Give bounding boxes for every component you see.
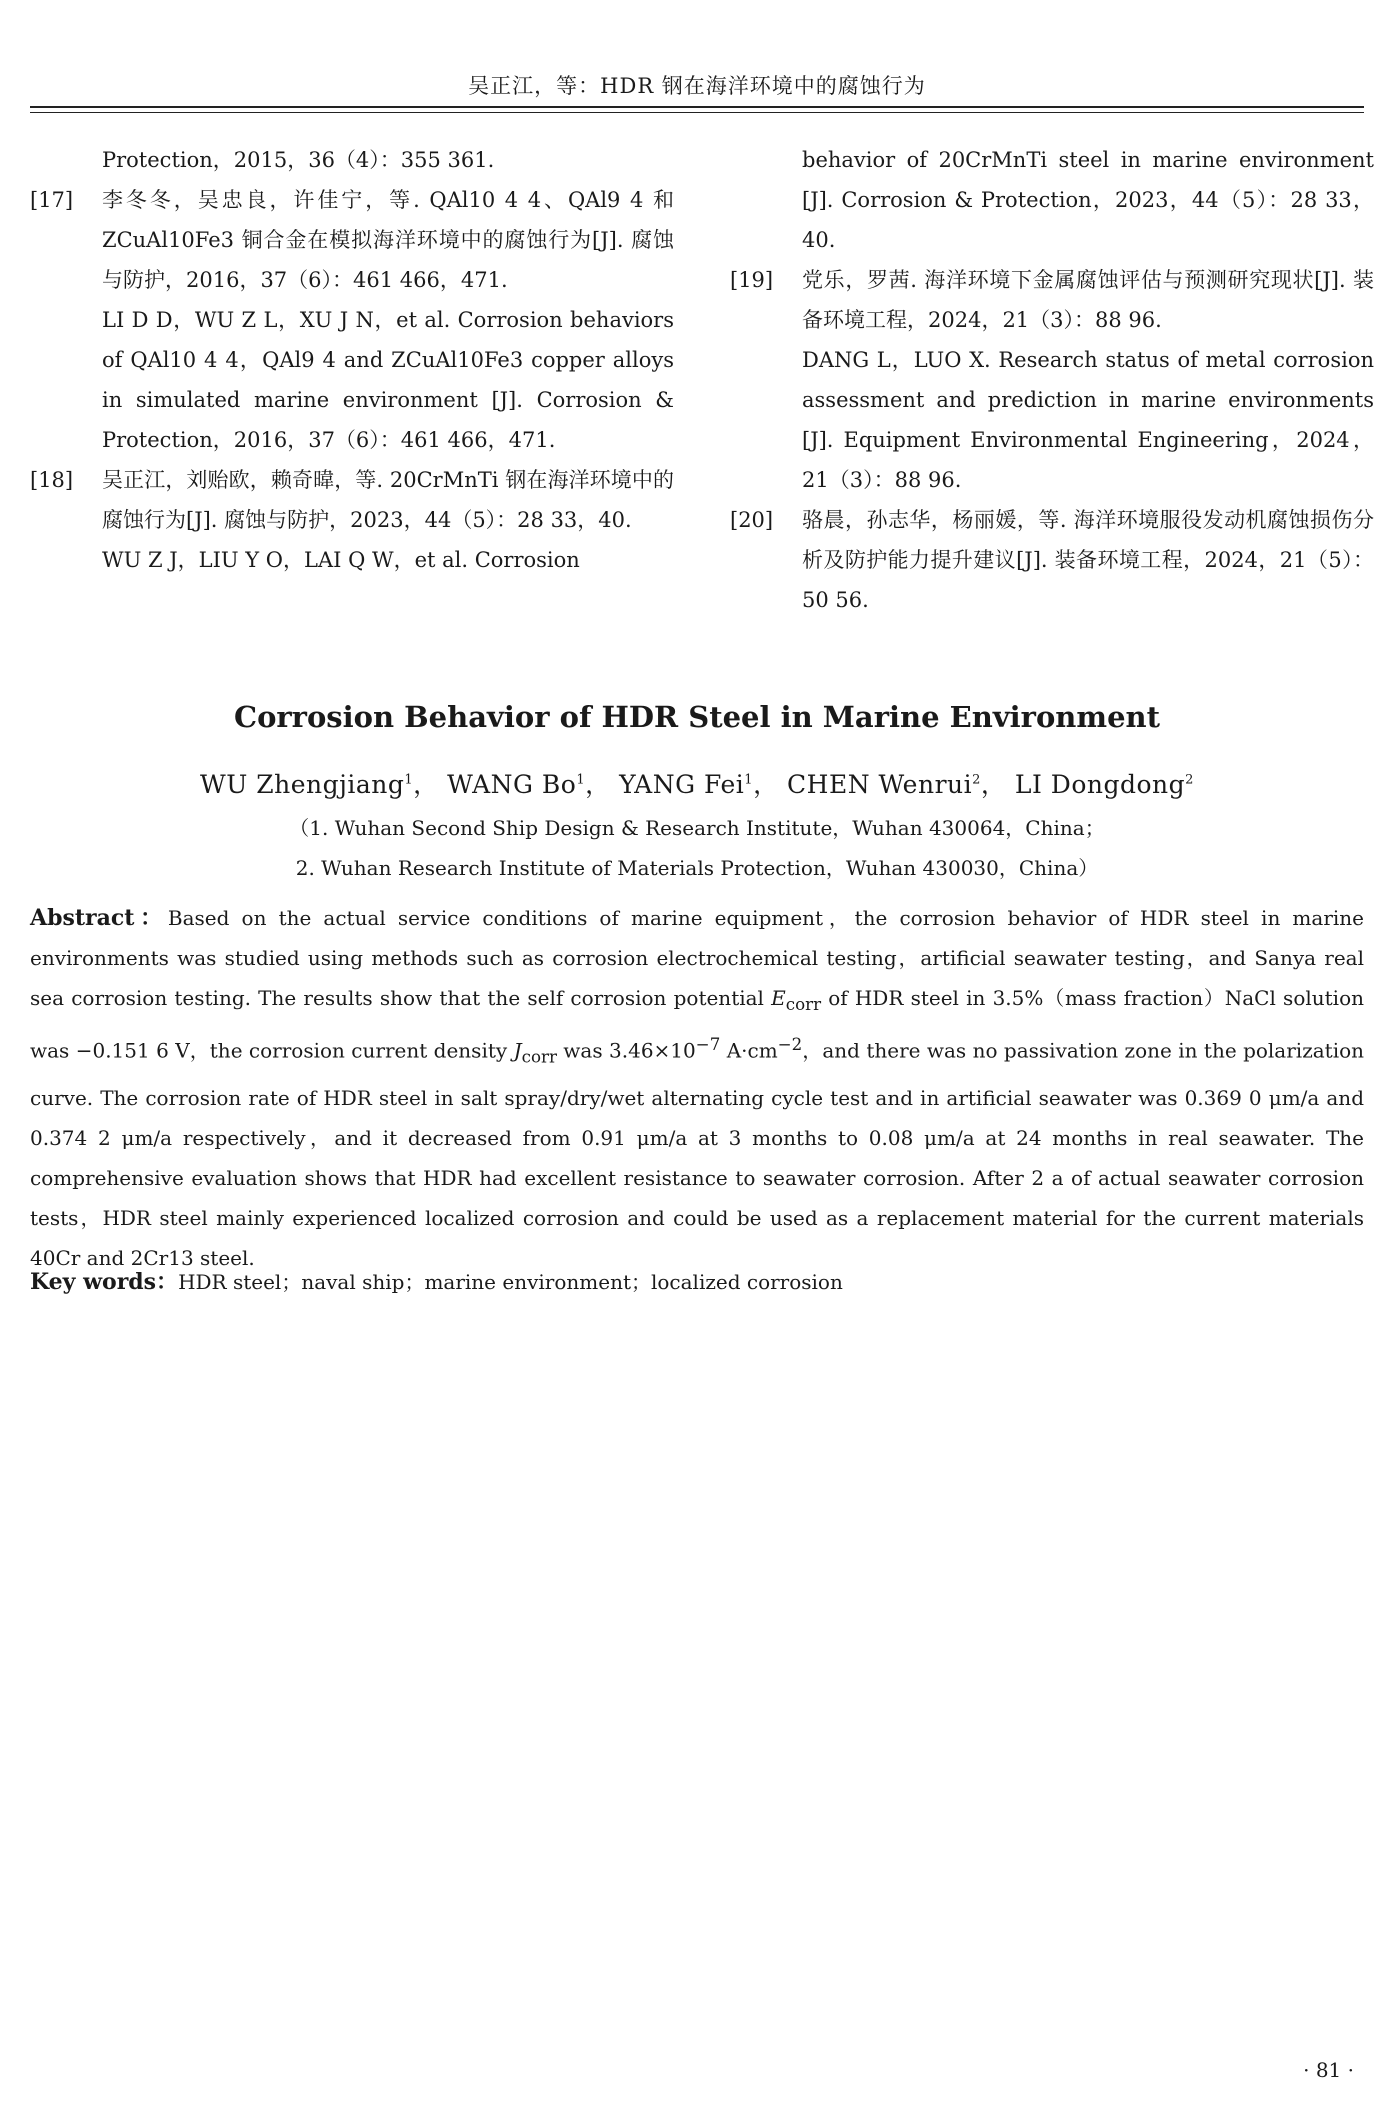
reference-text: Protection，2015，36（4）：355 361.: [102, 148, 495, 172]
abstract-text: of HDR steel in 3.5%（mass fraction）NaCl solution was −0.151 6 V，the corrosion current density: [30, 986, 1364, 1063]
affiliation-2: 2. Wuhan Research Institute of Materials Protection，Wuhan 430030，China）: [295, 856, 1099, 880]
reference-20: [730, 500, 1374, 620]
reference-text-zh: 李冬冬，吴忠良，许佳宁，等. QAl10 4 4、QAl9 4 和 ZCuAl10Fe3 铜合金在模拟海洋环境中的腐蚀行为[J]. 腐蚀与防护，2016，37（6）：461 466，471.: [102, 188, 674, 292]
reference-continuation: [730, 140, 1374, 260]
author-list: WU Zhengjiang$^1$， WANG Bo$^1$， YANG Fei$^1$， CHEN Wenrui$^2$， LI Dongdong$^2$: [200, 770, 1194, 799]
author-name: WU Zhengjiang: [200, 770, 405, 799]
e-corr-subscript: corr: [785, 995, 822, 1014]
reference-number: [19]: [730, 268, 774, 292]
references-left-column: [30, 140, 674, 580]
abstract-text: Based on the actual service conditions of marine equipment，the corrosion behavior of HDR steel in marine environments was studied using methods such as corrosion electrochemical testing，artificial seawater testing，and Sanya real sea corrosion testing. The results show that the self corrosion potential: [30, 906, 1364, 1010]
author-name: WANG Bo: [447, 770, 577, 799]
references-right-column: [730, 140, 1374, 620]
keywords-label: Key words：: [30, 1269, 179, 1295]
exponent: −2: [777, 1035, 803, 1054]
keywords: [30, 1262, 1364, 1302]
reference-text-en: LI D D，WU Z L，XU J N，et al. Corrosion behaviors of QAl10 4 4，QAl9 4 and ZCuAl10Fe3 copper alloys in simulated marine environment [J]. Corrosion & Protection，2016，37（6）：461 466，471.: [102, 308, 674, 452]
author-name: CHEN Wenrui: [787, 770, 973, 799]
reference-text: behavior of 20CrMnTi steel in marine environment [J]. Corrosion & Protection，2023，44（5）：28 33，40.: [802, 148, 1374, 252]
reference-number: [20]: [730, 508, 774, 532]
author-affiliation-mark: 2: [1185, 772, 1194, 788]
header-rule: [30, 106, 1364, 108]
abstract-label: Abstract：: [30, 905, 168, 931]
j-corr-symbol: J: [513, 1038, 522, 1063]
page-number: · 81 ·: [1303, 2058, 1354, 2082]
reference-text-zh: 吴正江，刘贻欧，赖奇暐，等. 20CrMnTi 钢在海洋环境中的腐蚀行为[J]. 腐蚀与防护，2023，44（5）：28 33，40.: [102, 468, 674, 532]
header-rule-thin: [30, 112, 1364, 113]
reference-text-en: DANG L，LUO X. Research status of metal corrosion assessment and prediction in marine environments [J]. Equipment Environmental Engineering，2024，21（3）：88 96.: [802, 348, 1374, 492]
reference-text-zh: 党乐，罗茜. 海洋环境下金属腐蚀评估与预测研究现状[J]. 装备环境工程，2024，21（3）：88 96.: [802, 268, 1374, 332]
author-affiliation-mark: 1: [576, 772, 586, 788]
e-corr-symbol: E: [771, 986, 786, 1010]
author-affiliation-mark: 1: [404, 772, 414, 788]
exponent: −7: [695, 1035, 721, 1054]
reference-text-en: WU Z J，LIU Y O，LAI Q W，et al. Corrosion: [102, 548, 580, 572]
reference-number: [18]: [30, 468, 74, 492]
running-header: 吴正江，等：HDR 钢在海洋环境中的腐蚀行为: [468, 74, 926, 98]
reference-text-zh: 骆晨，孙志华，杨丽媛，等. 海洋环境服役发动机腐蚀损伤分析及防护能力提升建议[J]. 装备环境工程，2024，21（5）：50 56.: [802, 508, 1374, 612]
author-name: LI Dongdong: [1014, 770, 1186, 799]
reference-continuation: [30, 140, 674, 180]
keywords-text: HDR steel；naval ship；marine environment；localized corrosion: [178, 1270, 843, 1294]
author-name: YANG Fei: [619, 770, 745, 799]
abstract-text: ，and there was no passivation zone in the polarization curve. The corrosion rate of HDR steel in salt spray/dry/wet alternating cycle test and in artificial seawater was 0.369 0 μm/a and 0.374 2 μm/a respectively，and it decreased from 0.91 μm/a at 3 months to 0.08 μm/a at 24 months in real seawater. The comprehensive evaluation shows that HDR had excellent resistance to seawater corrosion. After 2 a of actual seawater corrosion tests，HDR steel mainly experienced localized corrosion and could be used as a replacement material for the current materials 40Cr and 2Cr13 steel.: [30, 1038, 1365, 1270]
reference-17: [30, 180, 674, 460]
author-affiliation-mark: 2: [972, 772, 981, 788]
reference-19: [730, 260, 1374, 500]
english-title: Corrosion Behavior of HDR Steel in Marine Environment: [233, 700, 1161, 734]
reference-number: [17]: [30, 188, 74, 212]
abstract: [30, 898, 1364, 1278]
affiliation-1: （1. Wuhan Second Ship Design & Research Institute，Wuhan 430064，China；: [289, 816, 1105, 840]
abstract-text: was 3.46×10: [556, 1038, 696, 1063]
abstract-text: A·cm: [720, 1038, 778, 1063]
reference-18: [30, 460, 674, 580]
author-affiliation-mark: 1: [744, 772, 754, 788]
j-corr-subscript: corr: [521, 1047, 557, 1067]
